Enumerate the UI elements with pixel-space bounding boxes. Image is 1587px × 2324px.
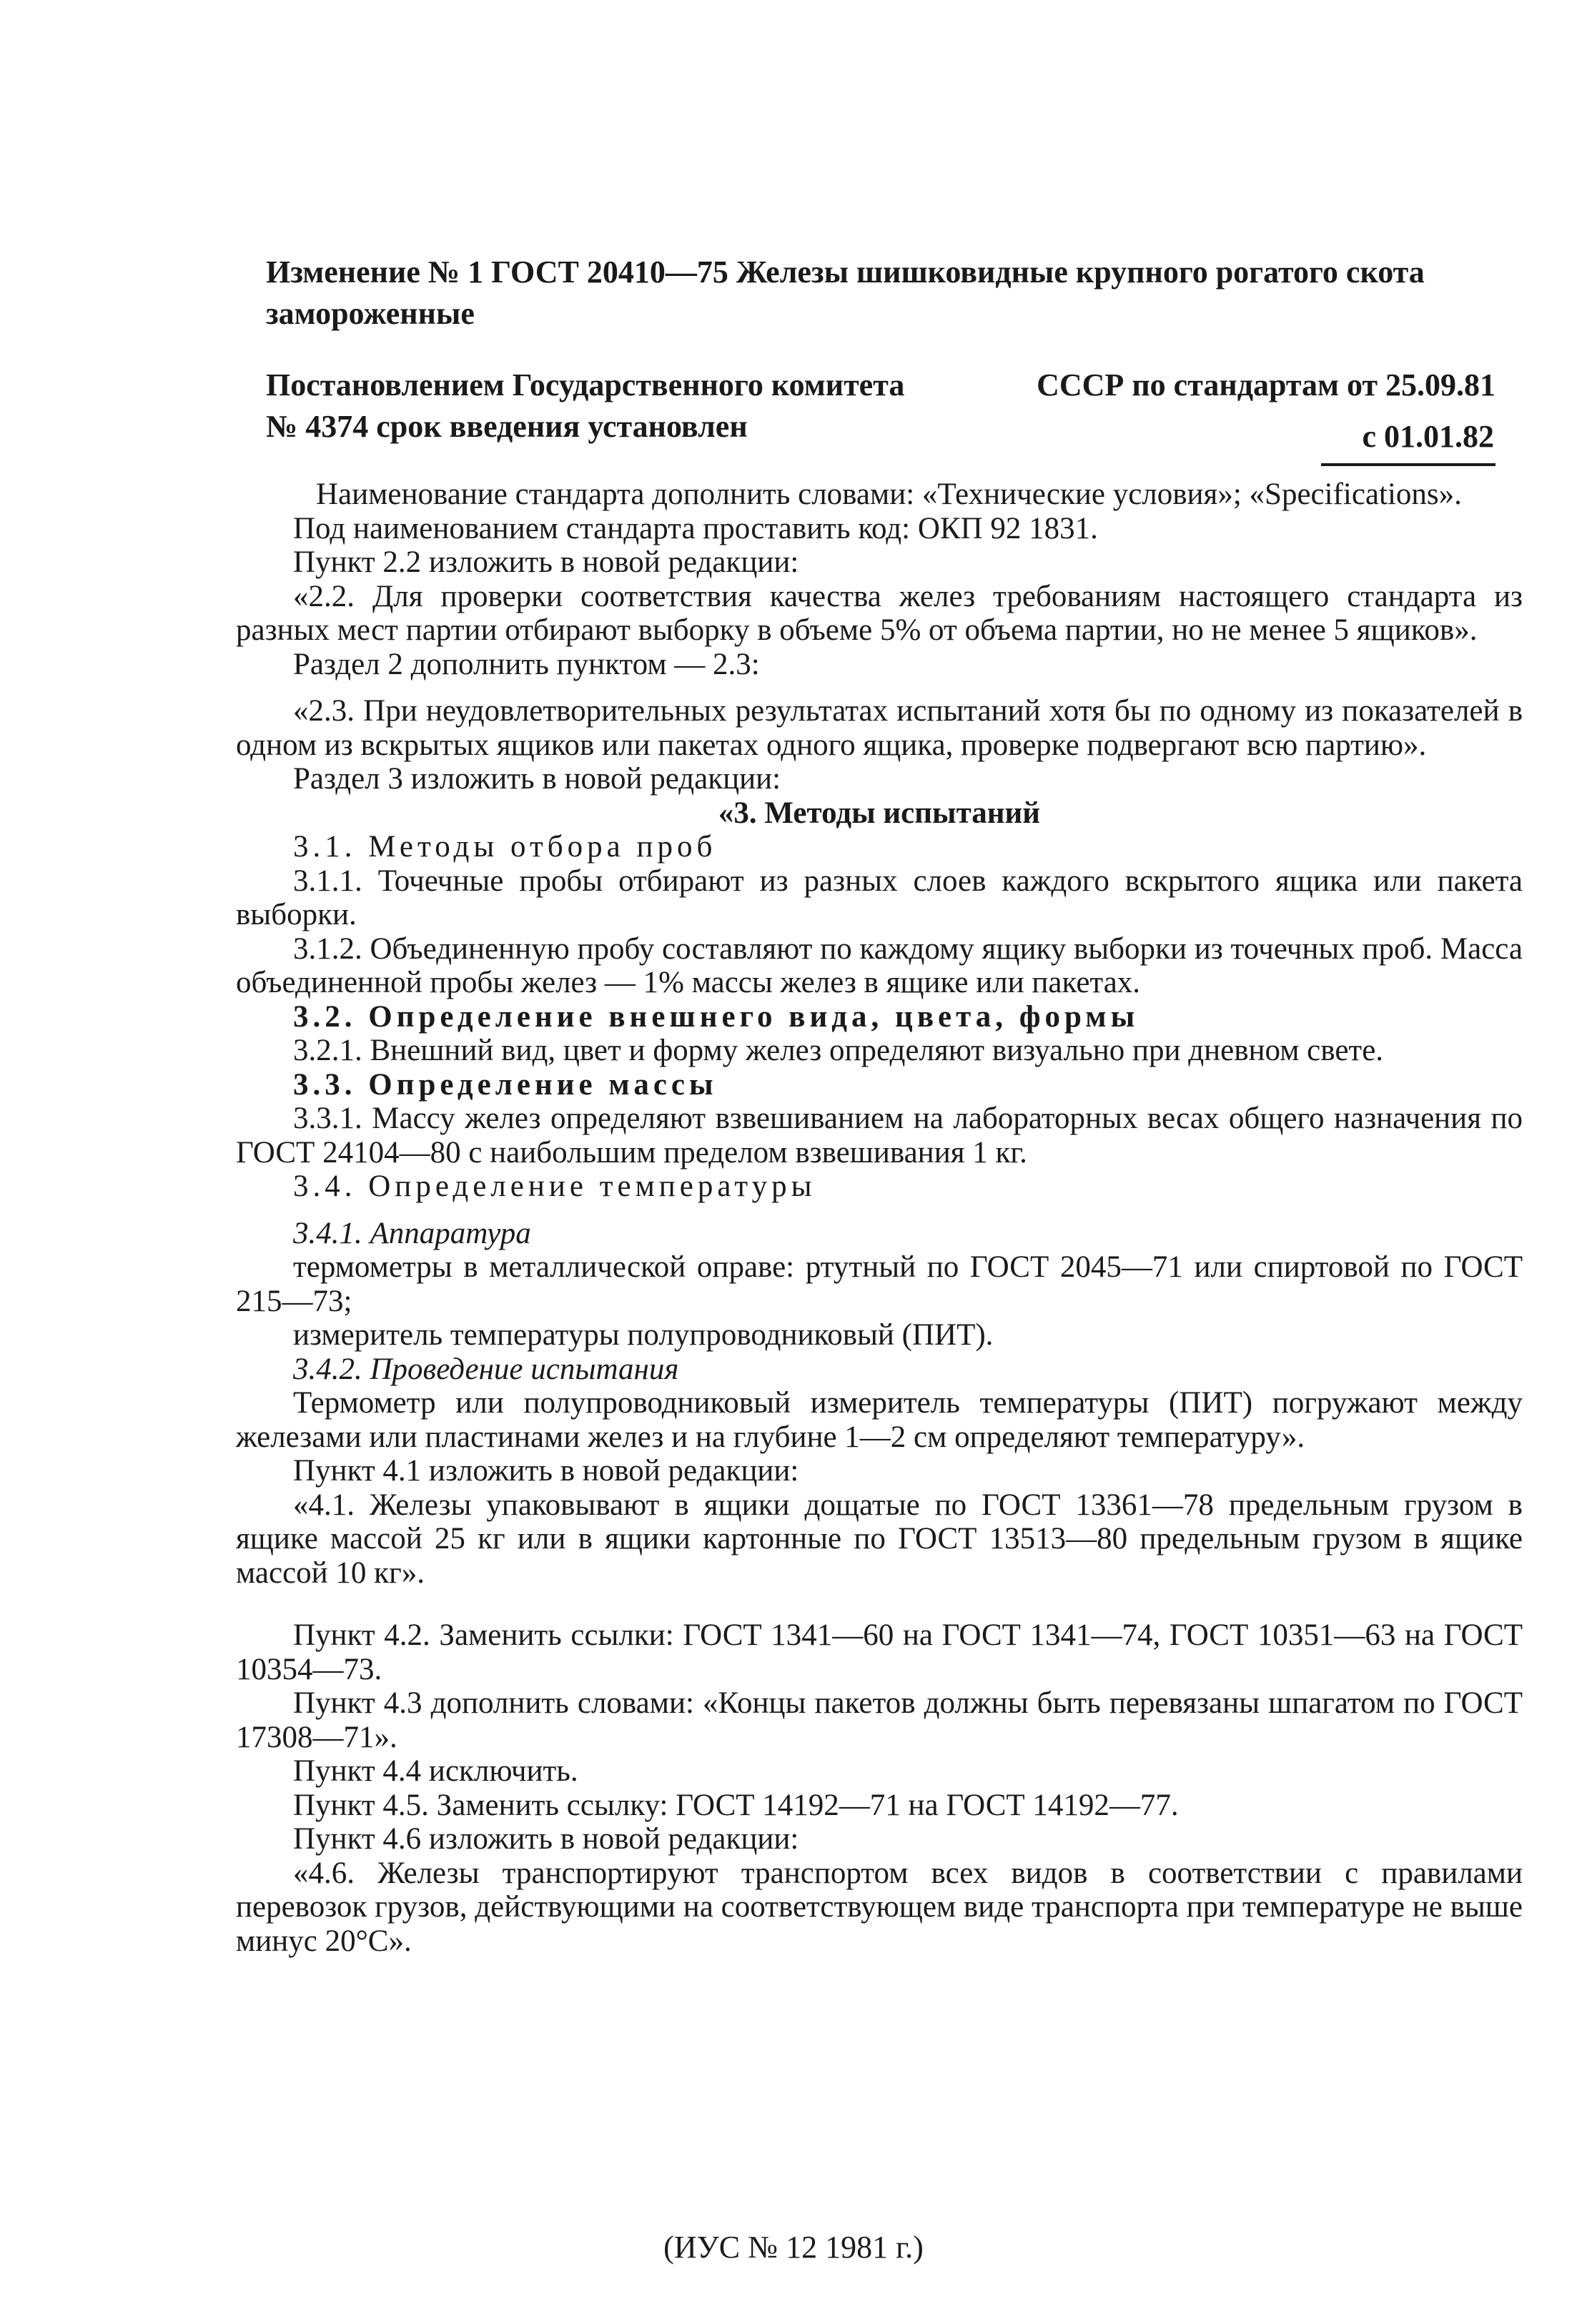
paragraph: 3.2.1. Внешний вид, цвет и форму желез определяют визуально при дневном свете.	[293, 1034, 1384, 1067]
paragraph: Пункт 4.4 исключить.	[293, 1754, 578, 1788]
subsection-heading: 3.4. Определение температуры	[293, 1170, 816, 1203]
paragraph: Пункт 4.5. Заменить ссылку: ГОСТ 14192—71 на ГОСТ 14192—77.	[293, 1788, 1179, 1822]
decree-left: Постановлением Государственного комитета	[266, 367, 905, 402]
effective-date: с 01.01.82	[1362, 419, 1494, 454]
source-reference: (ИУС № 12 1981 г.)	[663, 2230, 924, 2265]
paragraph: «2.3. При неудовлетворительных результатах испытаний хотя бы по одному из показателей в одном из вскрытых ящиков или пакетах одного ящика, проверке подвергают всю партию».	[236, 694, 1523, 762]
paragraph: термометры в металлической оправе: ртутный по ГОСТ 2045—71 или спиртовой по ГОСТ 215—73;	[236, 1250, 1523, 1318]
paragraph: 3.3.1. Массу желез определяют взвешиванием на лабораторных весах общего назначения по ГОСТ 24104—80 с наибольшим пределом взвешивания 1 кг.	[236, 1102, 1523, 1170]
document-body	[236, 478, 1523, 1958]
paragraph: Пункт 4.1 изложить в новой редакции:	[293, 1454, 799, 1488]
amendment-title: Изменение № 1 ГОСТ 20410—75 Железы шишковидные крупного рогатого скота	[266, 254, 1425, 290]
subsection-heading: 3.2. Определение внешнего вида, цвета, формы	[293, 999, 1139, 1034]
paragraph: Пункт 4.6 изложить в новой редакции:	[293, 1822, 799, 1856]
paragraph: Пункт 4.2. Заменить ссылки: ГОСТ 1341—60 на ГОСТ 1341—74, ГОСТ 10351—63 на ГОСТ 10354—73.	[236, 1618, 1523, 1686]
paragraph: Раздел 2 дополнить пунктом — 2.3:	[293, 647, 760, 681]
paragraph: «4.6. Железы транспортируют транспортом всех видов в соответствии с правилами перевозок грузов, действующими на соответствующем виде транспорта при температуре не выше минус 20°С».	[236, 1856, 1523, 1958]
paragraph: Раздел 3 изложить в новой редакции:	[293, 762, 781, 796]
decree-right: СССР по стандартам от 25.09.81	[1037, 367, 1495, 402]
subsection-heading: 3.4.2. Проведение испытания	[293, 1352, 679, 1386]
subsection-heading: 3.3. Определение массы	[293, 1067, 718, 1102]
effective-date-underline	[1321, 463, 1495, 466]
section-heading: «3. Методы испытаний	[718, 796, 1041, 830]
paragraph: Наименование стандарта дополнить словами: «Технические условия»; «Specifications».	[316, 478, 1462, 511]
amendment-title-continuation: замороженные	[266, 296, 475, 331]
paragraph: Пункт 2.2 изложить в новой редакции:	[293, 545, 799, 579]
decree-line	[266, 365, 1495, 406]
subsection-heading: 3.1. Методы отбора проб	[293, 830, 717, 864]
paragraph: 3.1.1. Точечные пробы отбирают из разных слоев каждого вскрытого ящика или пакета выборки.	[236, 864, 1523, 931]
paragraph: 3.1.2. Объединенную пробу составляют по каждому ящику выборки из точечных проб. Масса объединенной пробы желез — 1% массы желез в ящике или пакетах.	[236, 931, 1523, 999]
document-header	[266, 252, 1495, 448]
paragraph: Под наименованием стандарта проставить код: ОКП 92 1831.	[293, 511, 1098, 545]
paragraph: Термометр или полупроводниковый измеритель температуры (ПИТ) погружают между железами или пластинами желез и на глубине 1—2 см определяют температуру».	[236, 1386, 1523, 1454]
paragraph: измеритель температуры полупроводниковый (ПИТ).	[293, 1318, 994, 1352]
paragraph: «4.1. Железы упаковывают в ящики дощатые по ГОСТ 13361—78 предельным грузом в ящике массой 25 кг или в ящики картонные по ГОСТ 13513—80 предельным грузом в ящике массой 10 кг».	[236, 1488, 1523, 1590]
subsection-heading: 3.4.1. Аппаратура	[293, 1216, 531, 1250]
decree-number: № 4374 срок введения установлен	[266, 409, 748, 444]
paragraph: Пункт 4.3 дополнить словами: «Концы пакетов должны быть перевязаны шпагатом по ГОСТ 17308—71».	[236, 1686, 1523, 1754]
paragraph: «2.2. Для проверки соответствия качества желез требованиям настоящего стандарта из разных мест партии отбирают выборку в объеме 5% от объема партии, но не менее 5 ящиков».	[236, 579, 1523, 647]
